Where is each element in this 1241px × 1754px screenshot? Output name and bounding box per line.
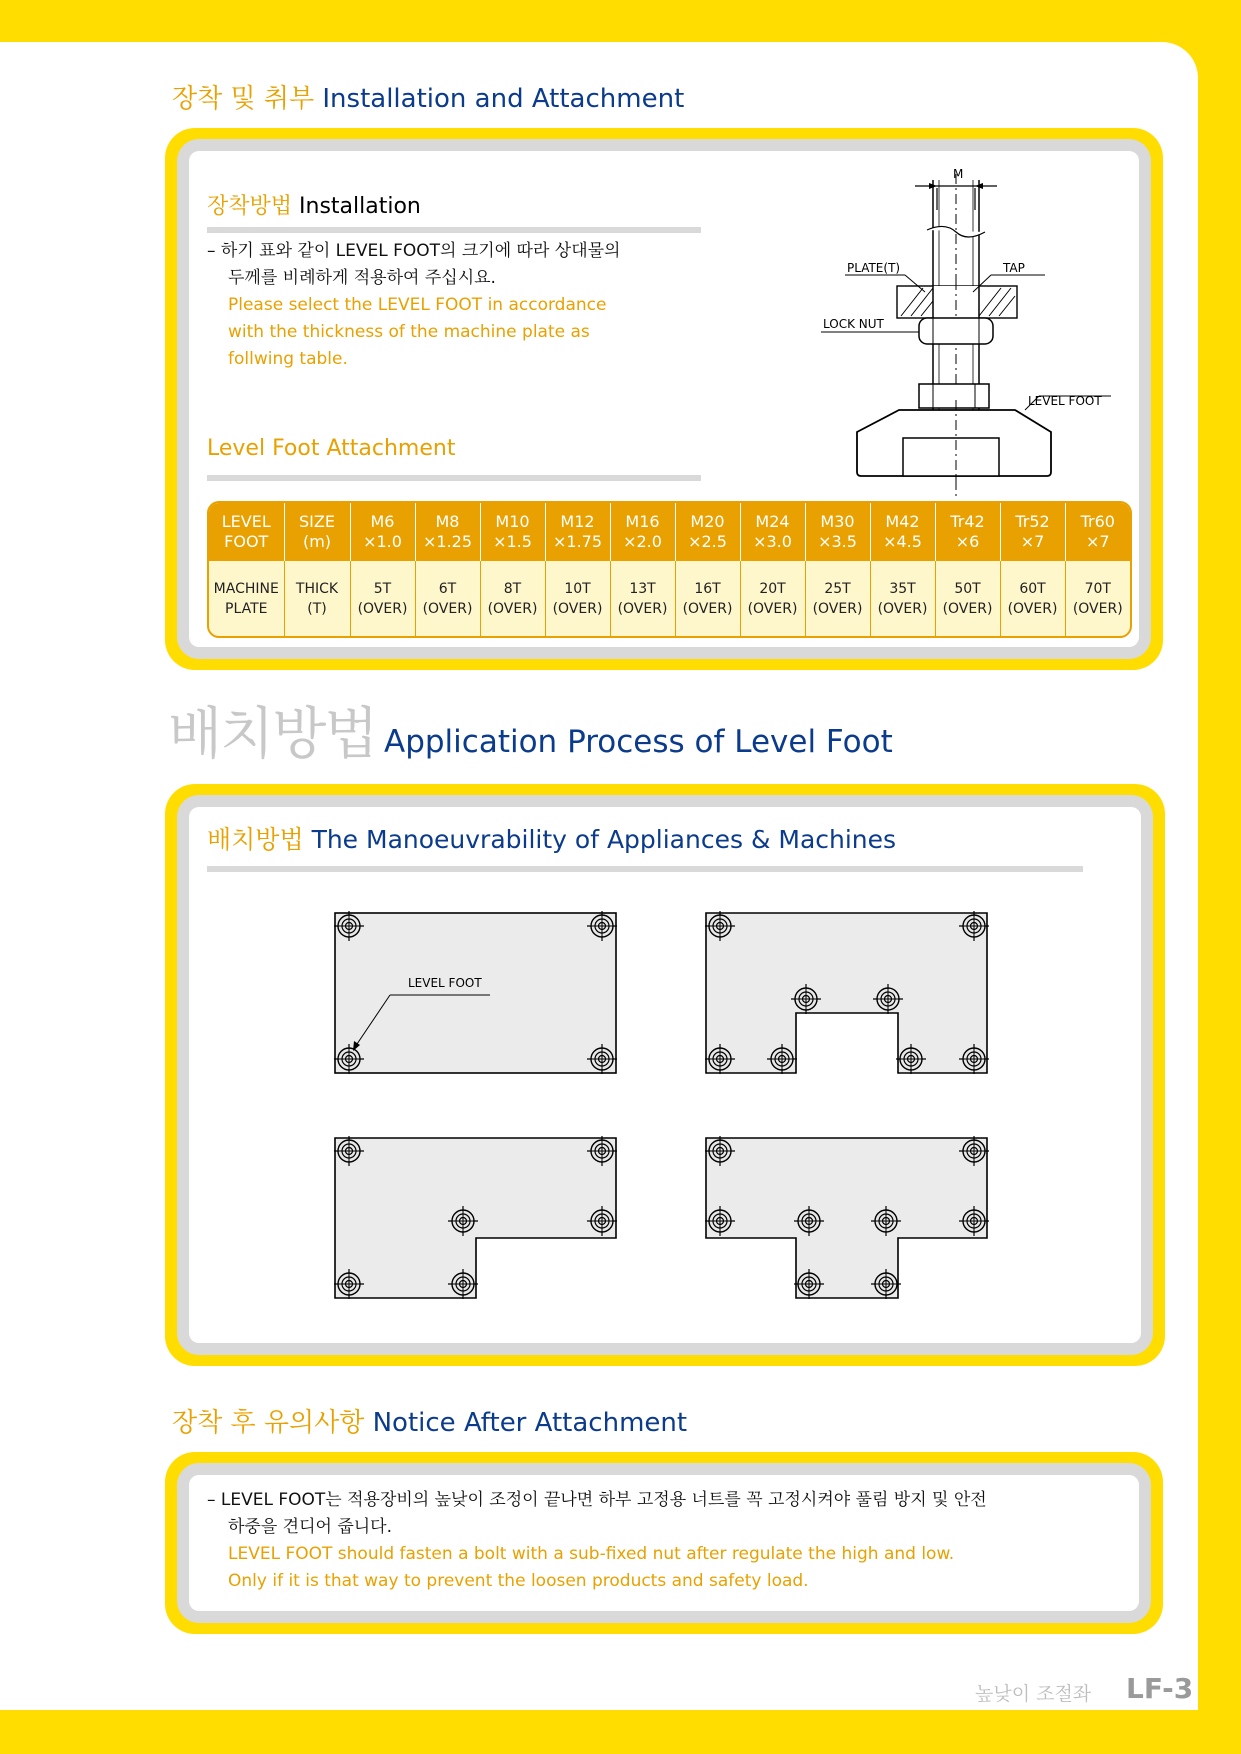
spec-cell: M16 ×2.0 (610, 503, 675, 561)
notice-en-line1: LEVEL FOOT should fasten a bolt with a sub-fixed nut after regulate the high and low. (228, 1544, 955, 1564)
level-foot-diagram (815, 160, 1115, 500)
spec-cell: 16T (OVER) (675, 561, 740, 636)
layout-l-shape (334, 1136, 617, 1299)
spec-cell: M30 ×3.5 (805, 503, 870, 561)
spec-cell: 25T (OVER) (805, 561, 870, 636)
spec-cell: 8T (OVER) (480, 561, 545, 636)
lock-nut-label: LOCK NUT (823, 317, 884, 331)
spec-cell: 6T (OVER) (415, 561, 480, 636)
layout-level-foot-label: LEVEL FOOT (408, 976, 482, 990)
spec-cell: 35T (OVER) (870, 561, 935, 636)
installation-heading-ko: 장착 및 취부 (172, 84, 315, 114)
installation-en-line2: with the thickness of the machine plate as (228, 322, 590, 342)
spec-cell: 60T (OVER) (1000, 561, 1065, 636)
spec-cell: Tr52 ×7 (1000, 503, 1065, 561)
attachment-title: Level Foot Attachment (207, 436, 456, 461)
spec-cell: M42 ×4.5 (870, 503, 935, 561)
spec-table (207, 501, 1132, 638)
application-subheading (207, 820, 896, 856)
notice-heading-en: Notice After Attachment (372, 1408, 688, 1438)
installation-subheading-en: Installation (299, 194, 421, 219)
installation-ko-line1: – 하기 표와 같이 LEVEL FOOT의 크기에 따라 상대물의 (207, 241, 621, 261)
spec-cell: 70T (OVER) (1072, 580, 1123, 617)
notice-heading-ko: 장착 후 유의사항 (172, 1408, 365, 1438)
notice-en-line2: Only if it is that way to prevent the loosen products and safety load. (228, 1571, 809, 1591)
spec-cell: 50T (OVER) (935, 561, 1000, 636)
spec-cell: Tr42 ×6 (935, 503, 1000, 561)
notice-ko-line1: – LEVEL FOOT는 적용장비의 높낮이 조정이 끝나면 하부 고정용 너트를 꼭 고정시켜야 풀림 방지 및 안전 (207, 1490, 987, 1510)
spec-cell: LEVEL FOOT (209, 503, 284, 561)
page-code: LF-3 (1126, 1672, 1194, 1705)
installation-subheading-ko: 장착방법 (207, 194, 293, 219)
spec-cell: M12 ×1.75 (545, 503, 610, 561)
installation-subheading (207, 189, 421, 220)
tap-label: TAP (1003, 261, 1025, 275)
spec-cell: M6 ×1.0 (350, 503, 415, 561)
installation-en-line1: Please select the LEVEL FOOT in accordance (228, 295, 607, 315)
layout-t-shape (705, 1136, 989, 1299)
installation-heading (172, 78, 684, 115)
spec-cell: MACHINE PLATE (209, 561, 284, 636)
m-label: M (953, 167, 964, 181)
side-band (1198, 782, 1241, 1364)
layout-rectangle (334, 911, 617, 1074)
spec-cell: M20 ×2.5 (675, 503, 740, 561)
footer-product-name: 높낮이 조절좌 (975, 1683, 1092, 1705)
spec-cell: M24 ×3.0 (740, 503, 805, 561)
level-foot-label: LEVEL FOOT (1028, 394, 1102, 408)
installation-rule (207, 227, 701, 233)
notice-heading (172, 1402, 687, 1439)
spec-cell: 10T (OVER) (545, 561, 610, 636)
application-title-en: Application Process of Level Foot (384, 724, 893, 760)
attachment-rule (207, 475, 701, 481)
plate-label: PLATE(T) (847, 261, 901, 275)
spec-table-value-row (209, 561, 1130, 636)
spec-cell: SIZE (m) (284, 503, 350, 561)
spec-cell: Tr60 ×7 (1065, 503, 1130, 561)
spec-cell: M10 ×1.5 (480, 503, 545, 561)
spec-cell: 13T (OVER) (610, 561, 675, 636)
application-subheading-ko: 배치방법 (207, 825, 304, 854)
application-subheading-en: The Manoeuvrability of Appliances & Machines (311, 825, 897, 854)
application-title-ko: 배치방법 (168, 702, 377, 767)
installation-ko-line2: 두께를 비례하게 적용하여 주십시요. (228, 268, 496, 288)
layout-notched (705, 911, 989, 1074)
layout-diagrams (320, 895, 1000, 1315)
spec-cell: 5T (OVER) (350, 561, 415, 636)
spec-cell: THICK (T) (284, 561, 350, 636)
spec-table-header-row (209, 503, 1130, 561)
spec-cell: M8 ×1.25 (415, 503, 480, 561)
installation-en-line3: follwing table. (228, 349, 348, 369)
notice-ko-line2: 하중을 견디어 줍니다. (228, 1517, 393, 1537)
installation-heading-en: Installation and Attachment (322, 84, 685, 114)
spec-cell: 20T (OVER) (740, 561, 805, 636)
application-rule (207, 866, 1083, 872)
